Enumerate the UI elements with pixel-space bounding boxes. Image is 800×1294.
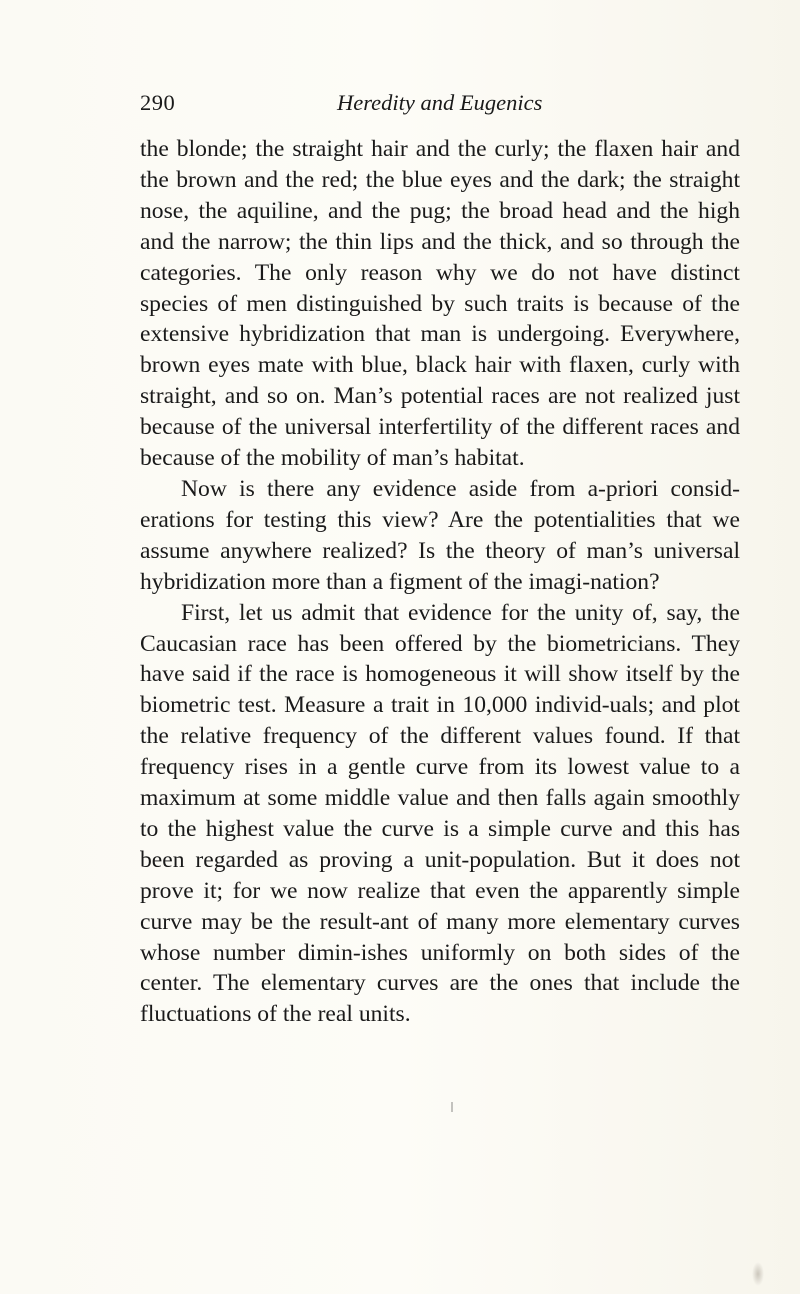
running-title: Heredity and Eugenics [337, 90, 543, 115]
paragraph-2: Now is there any evidence aside from a-priori consid-erations for testing this view? Are the potentialities that we assume anywhere realized? Is the theory of man’s universal hybridization more than a figment of the imagi-nation? [140, 475, 740, 595]
stray-mark [451, 1102, 453, 1112]
running-head [140, 88, 740, 118]
paragraph-1: the blonde; the straight hair and the curly; the flaxen hair and the brown and the red; the blue eyes and the dark; the straight nose, the aquiline, and the pug; the broad head and the high and the narrow; the thin lips and the thick, and so through the categories. The only reason why we do not have distinct species of men distinguished by such traits is because of the extensive hybridization that man is undergoing. Everywhere, brown eyes mate with blue, black hair with flaxen, curly with straight, and so on. Man’s potential races are not realized just because of the universal interfertility of the different races and because of the mobility of man’s habitat. [140, 136, 740, 472]
paragraph-3: First, let us admit that evidence for the unity of, say, the Caucasian race has been offered by the biometricians. They have said if the race is homogeneous it will show itself by the biometric test. Measure a trait in 10,000 individ-uals; and plot the relative frequency of the different values found. If that frequency rises in a gentle curve from its lowest value to a maximum at some middle value and then falls again smoothly to the highest value the curve is a simple curve and this has been regarded as proving a unit-population. But it does not prove it; for we now realize that even the apparently simple curve may be the result-ant of many more elementary curves whose number dimin-ishes uniformly on both sides of the center. The elementary curves are the ones that include the fluctuations of the real units. [140, 599, 740, 1028]
paper-smudge [752, 1262, 764, 1286]
body-text [140, 134, 740, 1030]
page-number: 290 [140, 90, 176, 115]
